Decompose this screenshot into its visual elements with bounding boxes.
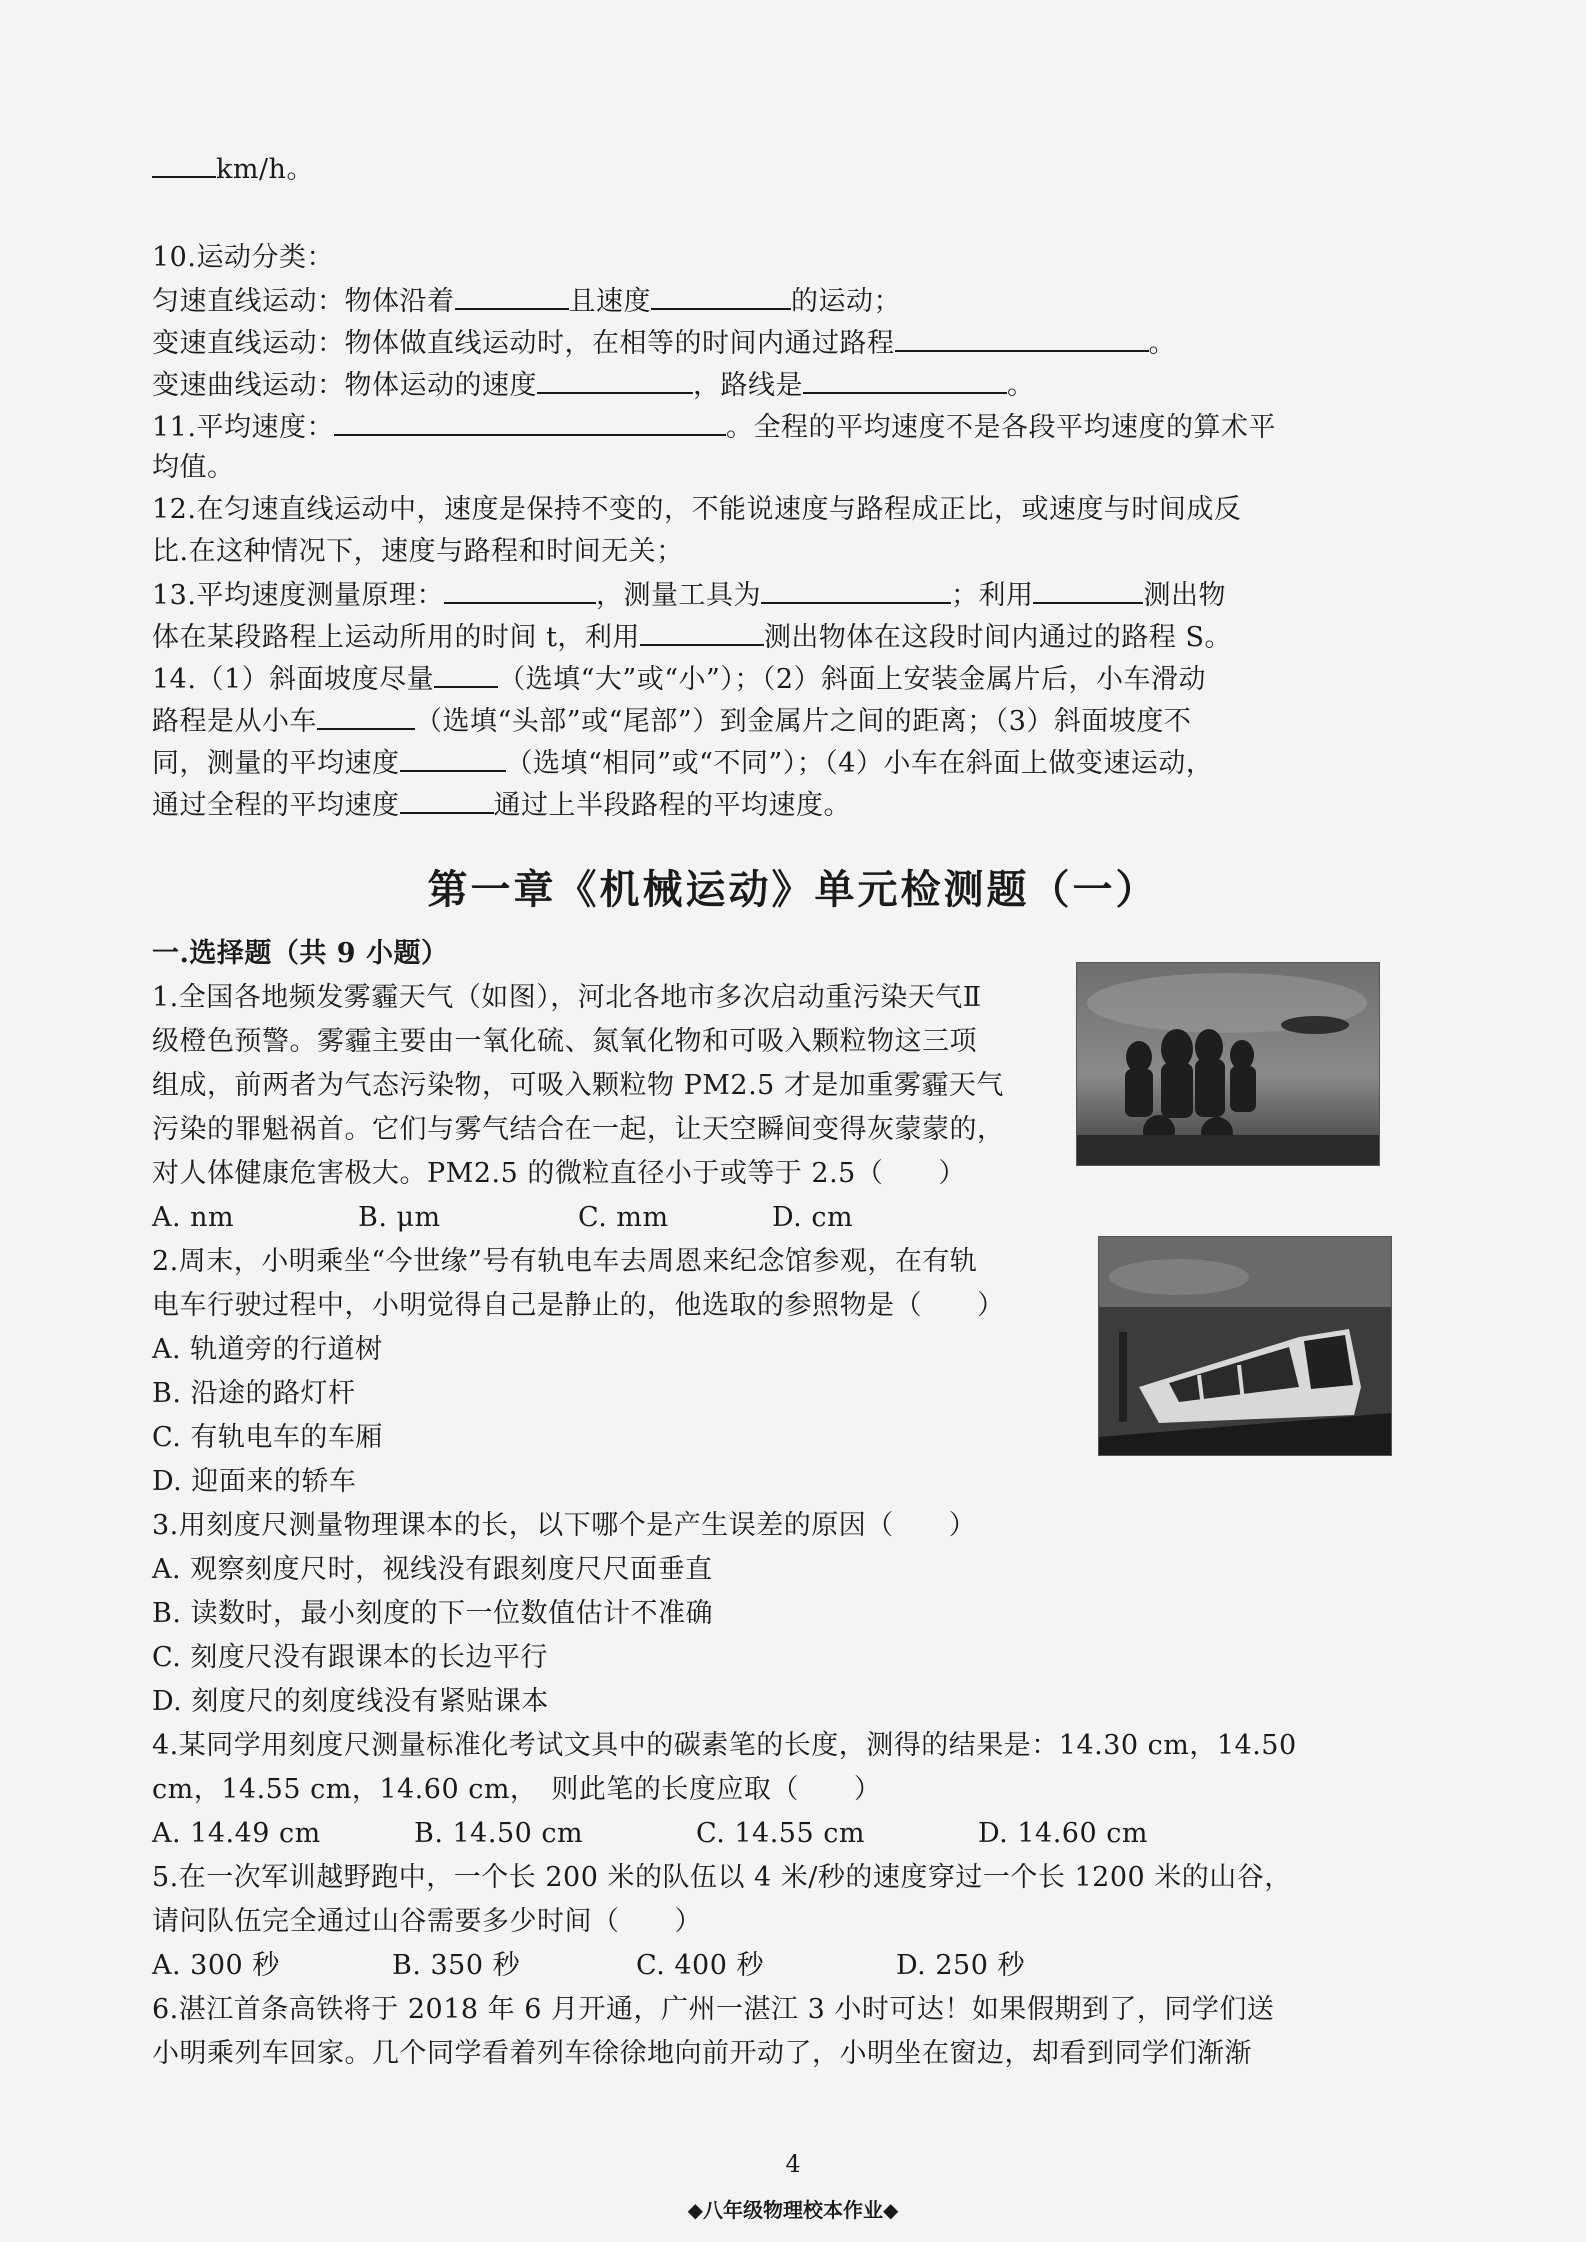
answer-blank[interactable] bbox=[152, 148, 216, 178]
text: 通过上半段路程的平均速度。 bbox=[493, 790, 851, 821]
q5-options bbox=[152, 1946, 1025, 1986]
q10-uniform bbox=[152, 280, 901, 322]
q2-line1: 2.周末，小明乘坐“今世缘”号有轨电车去周恩来纪念馆参观，在有轨 bbox=[152, 1246, 978, 1277]
answer-blank[interactable] bbox=[895, 322, 1149, 352]
option-c[interactable]: C. 400 秒 bbox=[636, 1950, 764, 1981]
answer-blank[interactable] bbox=[640, 616, 764, 646]
answer-blank[interactable] bbox=[1033, 574, 1143, 604]
q4-line1: 4.某同学用刻度尺测量标准化考试文具中的碳素笔的长度，测得的结果是：14.30 cm，14.50 bbox=[152, 1730, 1297, 1761]
q13-line2 bbox=[152, 616, 1232, 658]
q12-line2: 比.在这种情况下，速度与路程和时间无关； bbox=[152, 536, 684, 567]
q14-line1 bbox=[152, 658, 1206, 700]
option-d[interactable]: D. 14.60 cm bbox=[978, 1818, 1148, 1849]
q10-variable-line bbox=[152, 322, 1176, 364]
answer-blank[interactable] bbox=[317, 700, 415, 730]
q6-line2: 小明乘列车回家。几个同学看着列车徐徐地向前开动了，小明坐在窗边，却看到同学们渐渐 bbox=[152, 2038, 1252, 2069]
chapter-title: 第一章《机械运动》单元检测题（一） bbox=[427, 866, 1159, 913]
text: ；利用 bbox=[950, 580, 1034, 611]
q4-options bbox=[152, 1814, 1148, 1854]
q3-option-d[interactable]: D. 刻度尺的刻度线没有紧贴课本 bbox=[152, 1686, 549, 1717]
smog-scene-image bbox=[1077, 963, 1379, 1165]
text: 13.平均速度测量原理： bbox=[152, 580, 444, 611]
text: 的运动； bbox=[791, 286, 901, 317]
answer-blank[interactable] bbox=[537, 364, 693, 394]
q5-line2: 请问队伍完全通过山谷需要多少时间（ ） bbox=[152, 1906, 702, 1937]
page-number: 4 bbox=[785, 2150, 801, 2178]
q1-line3: 组成，前两者为气态污染物，可吸入颗粒物 PM2.5 才是加重雾霾天气 bbox=[152, 1070, 1004, 1101]
tram-photo bbox=[1098, 1236, 1392, 1456]
option-b[interactable]: B. μm bbox=[358, 1202, 441, 1233]
q14-line4 bbox=[152, 784, 851, 826]
text: 变速曲线运动：物体运动的速度 bbox=[152, 370, 537, 401]
text: 且速度 bbox=[568, 286, 651, 317]
answer-blank[interactable] bbox=[455, 280, 569, 310]
q1-options bbox=[152, 1198, 853, 1238]
option-a[interactable]: A. 300 秒 bbox=[152, 1950, 280, 1981]
option-d[interactable]: D. 250 秒 bbox=[896, 1950, 1025, 1981]
q3-option-a[interactable]: A. 观察刻度尺时，视线没有跟刻度尺尺面垂直 bbox=[152, 1554, 713, 1585]
section-heading: 一.选择题（共 9 小题） bbox=[152, 938, 449, 969]
q11 bbox=[152, 406, 1276, 448]
text: 14.（1）斜面坡度尽量 bbox=[152, 664, 435, 695]
q1-line5: 对人体健康危害极大。PM2.5 的微粒直径小于或等于 2.5（ ） bbox=[152, 1158, 966, 1189]
q10-title: 10.运动分类： bbox=[152, 242, 334, 273]
answer-blank[interactable] bbox=[761, 574, 951, 604]
answer-blank[interactable] bbox=[400, 784, 494, 814]
unit-text: km/h。 bbox=[216, 154, 314, 185]
q2-option-c[interactable]: C. 有轨电车的车厢 bbox=[152, 1422, 383, 1453]
text: （选填“相同”或“不同”）；（4）小车在斜面上做变速运动， bbox=[505, 748, 1214, 779]
q11-cont: 均值。 bbox=[152, 452, 235, 483]
option-c[interactable]: C. mm bbox=[578, 1202, 669, 1233]
q10-curve bbox=[152, 364, 1035, 406]
q4-line2: cm，14.55 cm，14.60 cm， 则此笔的长度应取（ ） bbox=[152, 1774, 882, 1805]
q3: 3.用刻度尺测量物理课本的长，以下哪个是产生误差的原因（ ） bbox=[152, 1510, 977, 1541]
option-b[interactable]: B. 350 秒 bbox=[392, 1950, 521, 1981]
q14-line3 bbox=[152, 742, 1213, 784]
option-b[interactable]: B. 14.50 cm bbox=[414, 1818, 584, 1849]
text: 11.平均速度： bbox=[152, 412, 334, 443]
text: 变速直线运动：物体做直线运动时，在相等的时间内通过路程 bbox=[152, 328, 895, 359]
answer-blank[interactable] bbox=[803, 364, 1007, 394]
footer-label: ◆八年级物理校本作业◆ bbox=[687, 2198, 899, 2222]
text: 通过全程的平均速度 bbox=[152, 790, 400, 821]
q12-line1: 12.在匀速直线运动中，速度是保持不变的，不能说速度与路程成正比，或速度与时间成反 bbox=[152, 494, 1242, 525]
text: （选填“头部”或“尾部”）到金属片之间的距离；（3）斜面坡度不 bbox=[415, 706, 1192, 737]
answer-blank[interactable] bbox=[434, 658, 498, 688]
q2-option-b[interactable]: B. 沿途的路灯杆 bbox=[152, 1378, 356, 1409]
q2-line2: 电车行驶过程中，小明觉得自己是静止的，他选取的参照物是（ ） bbox=[152, 1290, 1005, 1321]
text: （选填“大”或“小”）；（2）斜面上安装金属片后，小车滑动 bbox=[498, 664, 1207, 695]
text: 匀速直线运动：物体沿着 bbox=[152, 286, 455, 317]
q1-line4: 污染的罪魁祸首。它们与雾气结合在一起，让天空瞬间变得灰蒙蒙的， bbox=[152, 1114, 1005, 1145]
text: 测出物 bbox=[1143, 580, 1226, 611]
q13-line1 bbox=[152, 574, 1226, 616]
text: ，路线是 bbox=[693, 370, 803, 401]
q2-option-d[interactable]: D. 迎面来的轿车 bbox=[152, 1466, 357, 1497]
unit-line bbox=[152, 148, 314, 190]
answer-blank[interactable] bbox=[444, 574, 596, 604]
text: 。全程的平均速度不是各段平均速度的算术平 bbox=[725, 412, 1276, 443]
q5-line1: 5.在一次军训越野跑中，一个长 200 米的队伍以 4 米/秒的速度穿过一个长 1200 米的山谷， bbox=[152, 1862, 1292, 1893]
q2-option-a[interactable]: A. 轨道旁的行道树 bbox=[152, 1334, 383, 1365]
option-a[interactable]: A. nm bbox=[152, 1202, 235, 1233]
answer-blank[interactable] bbox=[651, 280, 791, 310]
text: 同，测量的平均速度 bbox=[152, 748, 400, 779]
text: 体在某段路程上运动所用的时间 t，利用 bbox=[152, 622, 640, 653]
text: ，测量工具为 bbox=[595, 580, 761, 611]
option-d[interactable]: D. cm bbox=[772, 1202, 854, 1233]
text: 。 bbox=[1148, 328, 1176, 359]
q14-line2 bbox=[152, 700, 1191, 742]
answer-blank[interactable] bbox=[334, 406, 726, 436]
q6-line1: 6.湛江首条高铁将于 2018 年 6 月开通，广州一湛江 3 小时可达！如果假期到了，同学们送 bbox=[152, 1994, 1275, 2025]
text: 路程是从小车 bbox=[152, 706, 317, 737]
q3-option-b[interactable]: B. 读数时，最小刻度的下一位数值估计不准确 bbox=[152, 1598, 714, 1629]
text: 。 bbox=[1007, 370, 1035, 401]
q1-line1: 1.全国各地频发雾霾天气（如图），河北各地市多次启动重污染天气Ⅱ bbox=[152, 982, 982, 1013]
option-c[interactable]: C. 14.55 cm bbox=[696, 1818, 865, 1849]
q1-line2: 级橙色预警。雾霾主要由一氧化硫、氮氧化物和可吸入颗粒物这三项 bbox=[152, 1026, 977, 1057]
smog-photo bbox=[1076, 962, 1380, 1166]
q3-option-c[interactable]: C. 刻度尺没有跟课本的长边平行 bbox=[152, 1642, 548, 1673]
answer-blank[interactable] bbox=[400, 742, 506, 772]
option-a[interactable]: A. 14.49 cm bbox=[152, 1818, 321, 1849]
tram-image bbox=[1099, 1237, 1391, 1455]
text: 测出物体在这段时间内通过的路程 S。 bbox=[763, 622, 1233, 653]
